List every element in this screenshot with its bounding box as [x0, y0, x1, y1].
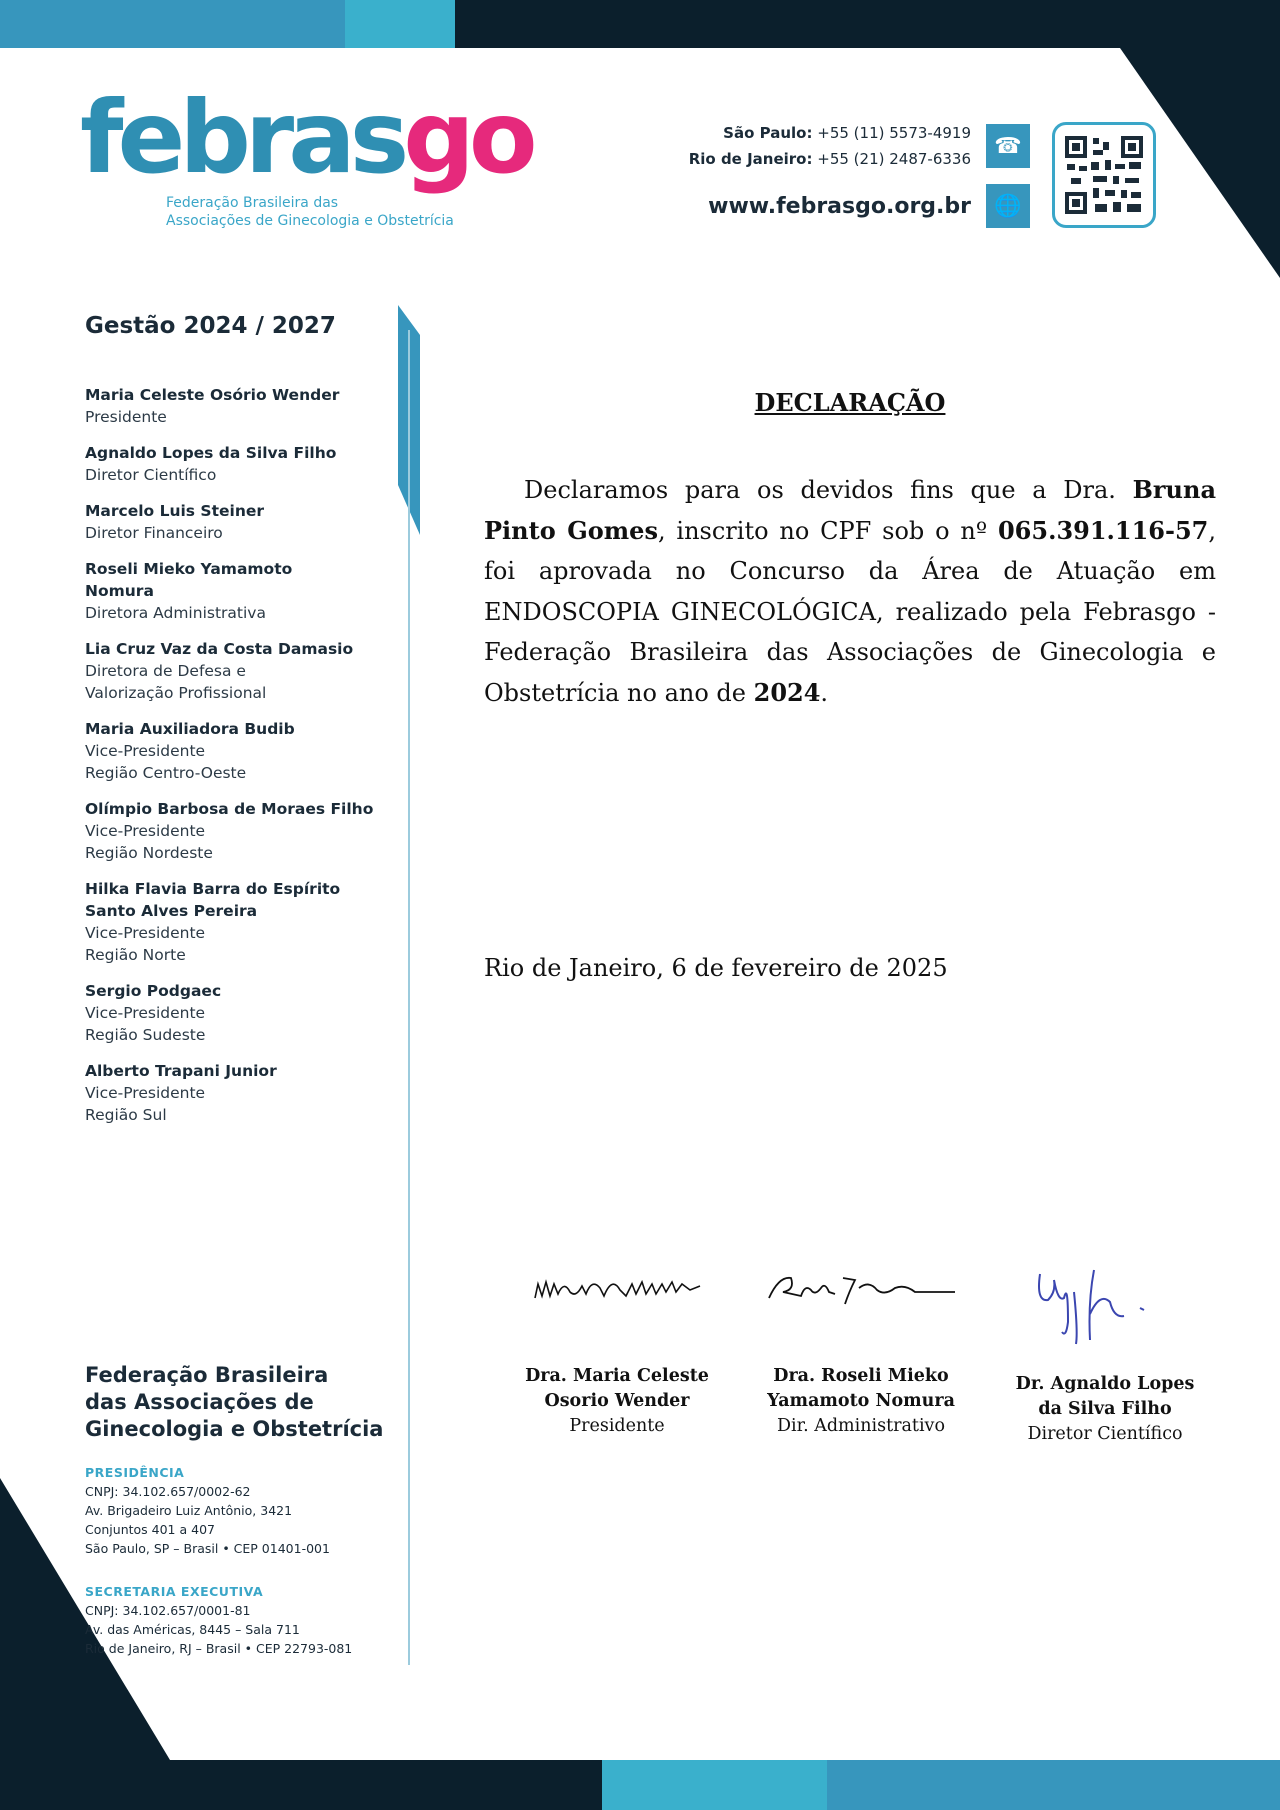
list-item: Marcelo Luis Steiner Diretor Financeiro	[85, 502, 265, 542]
list-item: Maria Celeste Osório Wender Presidente	[85, 386, 340, 426]
signature-mark-3	[1028, 1262, 1188, 1346]
secretaria-address: SECRETARIA EXECUTIVA CNPJ: 34.102.657/0001-81 Av. das Américas, 8445 – Sala 711 Rio de Janeiro, RJ – Brasil • CEP 22793-081	[85, 1584, 353, 1656]
signature-block-3: Dr. Agnaldo Lopes da Silva Filho Diretor Científico	[1015, 1374, 1195, 1444]
signature-mark-1	[530, 1270, 705, 1310]
top-band-left	[0, 0, 345, 48]
board-list	[85, 384, 375, 1140]
presidencia-address: PRESIDÊNCIA CNPJ: 34.102.657/0002-62 Av. Brigadeiro Luiz Antônio, 3421 Conjuntos 401 a 407 São Paulo, SP – Brasil • CEP 01401-001	[85, 1465, 330, 1556]
bottom-band-left	[602, 1760, 827, 1810]
globe-icon: 🌐	[986, 184, 1030, 228]
list-item: Alberto Trapani Junior Vice-Presidente Região Sul	[85, 1062, 277, 1124]
declaration-body: Declaramos para os devidos fins que a Dra. Bruna Pinto Gomes, inscrito no CPF sob o nº 065.391.116-57, foi aprovada no Concurso da Área de Atuação em ENDOSCOPIA GINECOLÓGICA, realizado pela Febrasgo - Federação Brasileira das Associações de Ginecologia e Obstetrícia no ano de 2024.	[484, 475, 1216, 707]
document-title: DECLARAÇÃO	[754, 388, 946, 417]
signature-block-2: Dra. Roseli Mieko Yamamoto Nomura Dir. Administrativo	[767, 1366, 955, 1436]
list-item: Agnaldo Lopes da Silva Filho Diretor Científico	[85, 444, 337, 484]
management-period: Gestão 2024 / 2027	[85, 313, 336, 339]
sidebar-divider	[408, 330, 410, 1665]
signature-block-1: Dra. Maria Celeste Osorio Wender Presidente	[525, 1366, 709, 1436]
website-link[interactable]: www.febrasgo.org.br	[708, 194, 971, 219]
list-item: Olímpio Barbosa de Moraes Filho Vice-Presidente Região Nordeste	[85, 800, 374, 862]
federation-name: Federação Brasileira das Associações de Ginecologia e Obstetrícia	[85, 1363, 384, 1441]
list-item: Roseli Mieko Yamamoto Nomura Diretora Administrativa	[85, 560, 293, 622]
list-item: Maria Auxiliadora Budib Vice-Presidente Região Centro-Oeste	[85, 720, 295, 782]
logo-subtitle: Federação Brasileira das Associações de Ginecologia e Obstetrícia	[166, 195, 454, 229]
signature-mark-2	[765, 1268, 960, 1310]
contact-sao-paulo: São Paulo: +55 (11) 5573-4919	[723, 124, 971, 142]
qr-code-icon	[1052, 122, 1156, 228]
list-item: Hilka Flavia Barra do Espírito Santo Alves Pereira Vice-Presidente Região Norte	[85, 880, 341, 964]
top-band-right	[345, 0, 455, 48]
issue-date: Rio de Janeiro, 6 de fevereiro de 2025	[484, 954, 948, 982]
list-item: Sergio Podgaec Vice-Presidente Região Sudeste	[85, 982, 222, 1044]
contact-rio: Rio de Janeiro: +55 (21) 2487-6336	[688, 150, 971, 168]
phone-icon: ☎	[986, 124, 1030, 168]
febrasgo-logo: febrasgo	[80, 79, 532, 196]
bottom-band-right	[827, 1760, 1280, 1810]
list-item: Lia Cruz Vaz da Costa Damasio Diretora de Defesa e Valorização Profissional	[85, 640, 354, 702]
